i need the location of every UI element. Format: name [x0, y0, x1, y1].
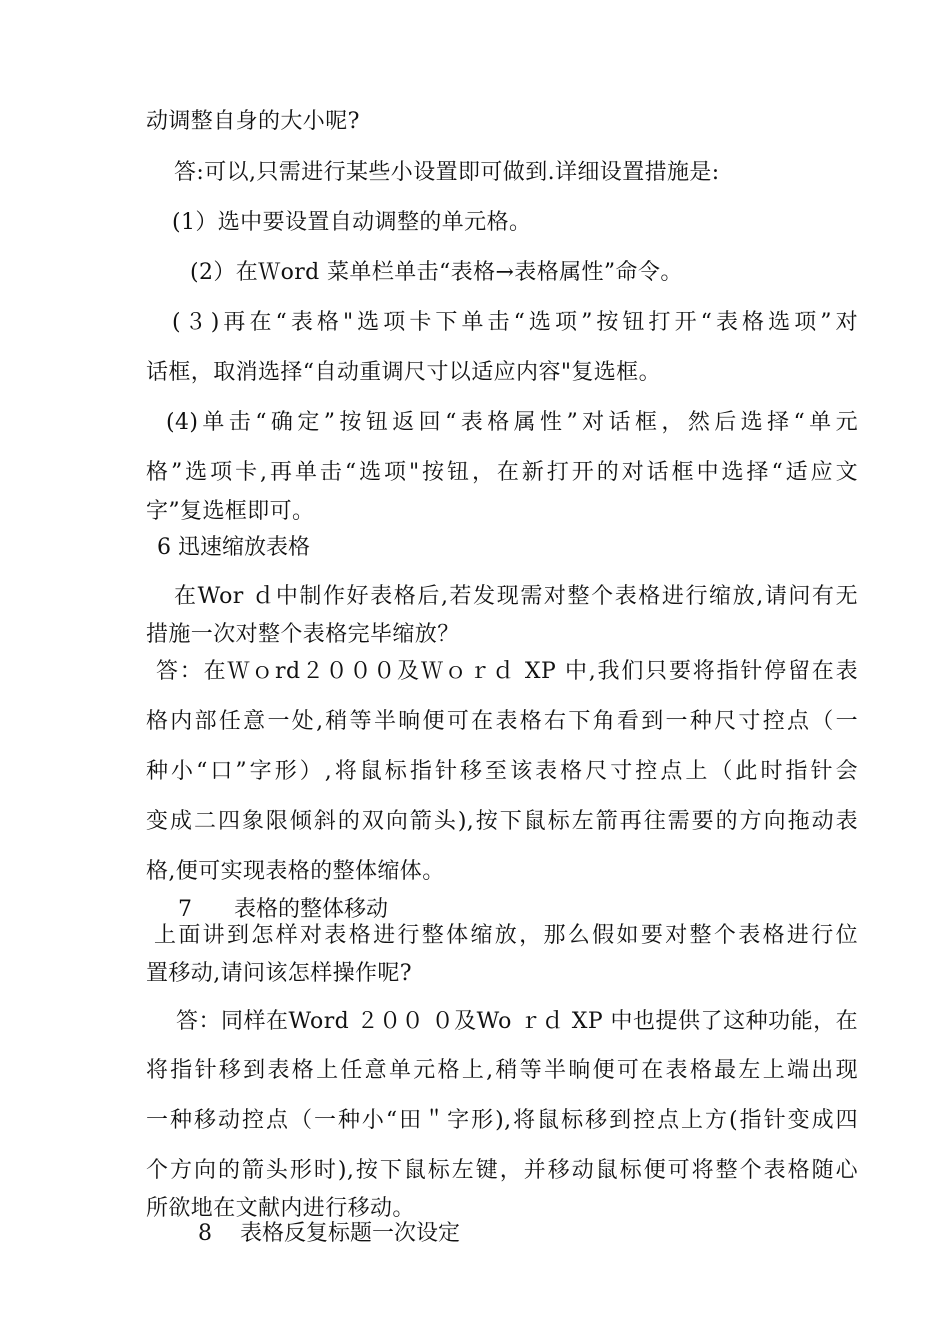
text-line: 格”选项卡,再单击“选项"按钮，在新打开的对话框中选择“适应文	[146, 460, 858, 485]
answer-line: 将指针移到表格上任意单元格上,稍等半晌便可在表格最左上端出现	[146, 1058, 858, 1083]
answer-line: 答:可以,只需进行某些小设置即可做到.详细设置措施是:	[174, 160, 720, 185]
step-line: (2）在Ｗord 菜单栏单击“表格→表格属性”命令。	[190, 260, 683, 285]
answer-line: 格,便可实现表格的整体缩体。	[146, 859, 445, 884]
question-line: 置移动,请问该怎样操作呢?	[146, 961, 412, 986]
answer-line: 种小“口”字形）,将鼠标指针移至该表格尺寸控点上（此时指针会	[146, 759, 858, 784]
question-line: 上面讲到怎样对表格进行整体缩放，那么假如要对整个表格进行位	[154, 923, 858, 948]
answer-line: 个方向的箭头形时),按下鼠标左键，并移动鼠标便可将整个表格随心	[146, 1158, 858, 1183]
answer-line: 答：在Ｗｏrd２０００及Ｗｏｒｄ XP 中,我们只要将指针停留在表	[156, 659, 858, 684]
text-line: 字”复选框即可。	[146, 499, 315, 524]
question-line: 措施一次对整个表格完毕缩放？	[146, 622, 460, 647]
text-line: 话框，取消选择“自动重调尺寸以适应内容"复选框。	[146, 360, 661, 385]
section-heading-6: 6 迅速缩放表格	[157, 535, 310, 560]
answer-line: 一种移动控点（一种小“田＂字形),将鼠标移到控点上方(指针变成四	[146, 1108, 858, 1133]
section-heading-8: 8 表格反复标题一次设定	[198, 1221, 460, 1246]
answer-line: 答：同样在Word ２００ ０及Wo ｒｄ XP 中也提供了这种功能，在	[176, 1009, 858, 1034]
step-line: (4)单击“确定”按钮返回“表格属性”对话框，然后选择“单元	[166, 410, 858, 435]
question-line: 在Wor ｄ中制作好表格后,若发现需对整个表格进行缩放,请问有无	[174, 584, 858, 609]
section-heading-7: 7 表格的整体移动	[178, 897, 388, 922]
answer-line: 格内部任意一处,稍等半晌便可在表格右下角看到一种尺寸控点（一	[146, 709, 858, 734]
answer-line: 所欲地在文献内进行移动。	[146, 1196, 415, 1221]
answer-line: 变成二四象限倾斜的双向箭头),按下鼠标左箭再往需要的方向拖动表	[146, 809, 858, 834]
step-line: (1）选中要设置自动调整的单元格。	[172, 210, 532, 235]
step-line: (３)再在“表格"选项卡下单击“选项”按钮打开“表格选项”对	[172, 310, 858, 335]
text-line: 动调整自身的大小呢?	[146, 109, 360, 134]
